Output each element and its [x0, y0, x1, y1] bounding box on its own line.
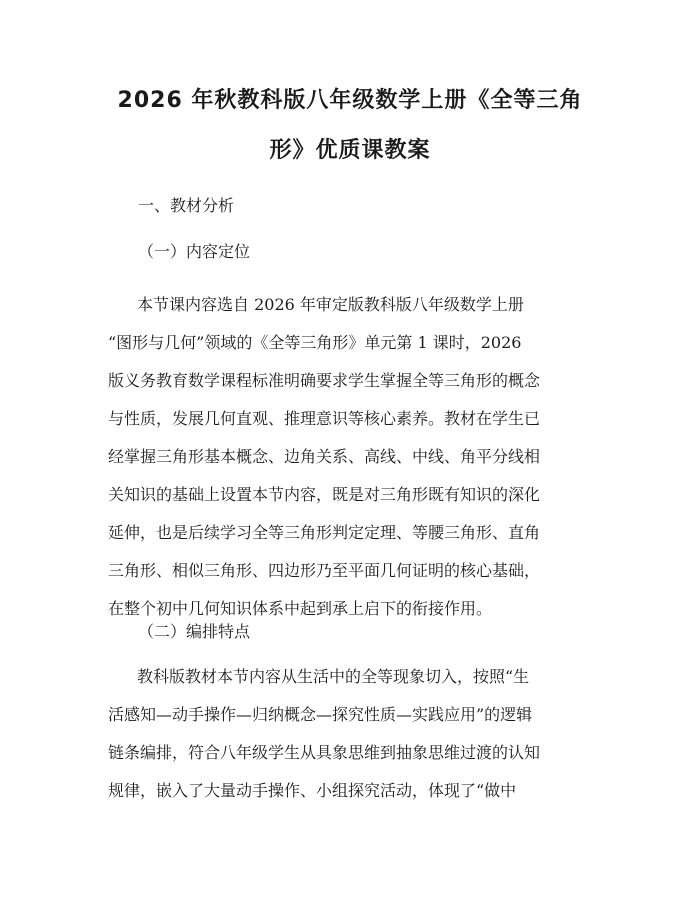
subsection-heading-layout-features: （二）编排特点 — [138, 622, 251, 641]
subsection-heading-content-positioning: （一）内容定位 — [138, 242, 251, 261]
paragraph-line: 在整个初中几何知识体系中起到承上启下的衔接作用。 — [108, 599, 493, 618]
paragraph-line: 与性质，发展几何直观、推理意识等核心素养。教材在学生已 — [108, 409, 541, 428]
paragraph-line: 关知识的基础上设置本节内容，既是对三角形既有知识的深化 — [108, 485, 541, 504]
paragraph-line: 延伸，也是后续学习全等三角形判定定理、等腰三角形、直角 — [108, 523, 541, 542]
section-heading: 一、教材分析 — [138, 196, 235, 215]
paragraph-line: 本节课内容选自 2026 年审定版教科版八年级数学上册 — [137, 295, 524, 314]
paragraph-line: 活感知—动手操作—归纳概念—探究性质—实践应用”的逻辑 — [108, 705, 533, 724]
paragraph-content-positioning — [108, 286, 608, 628]
paragraph-line: 教科版教材本节内容从生活中的全等现象切入，按照“生 — [137, 667, 530, 686]
paragraph-line: 版义务教育数学课程标准明确要求学生掌握全等三角形的概念 — [108, 371, 541, 390]
paragraph-line: 规律，嵌入了大量动手操作、小组探究活动，体现了“做中 — [108, 781, 517, 800]
document-title-line-1: 2026 年秋教科版八年级数学上册《全等三角 — [117, 88, 583, 113]
paragraph-line: 链条编排，符合八年级学生从具象思维到抽象思维过渡的认知 — [108, 743, 541, 762]
paragraph-layout-features — [108, 658, 608, 810]
paragraph-line: 三角形、相似三角形、四边形乃至平面几何证明的核心基础， — [108, 561, 541, 580]
paragraph-line: “图形与几何”领域的《全等三角形》单元第 1 课时，2026 — [108, 333, 522, 352]
paragraph-line: 经掌握三角形基本概念、边角关系、高线、中线、角平分线相 — [108, 447, 541, 466]
document-title-line-2: 形》优质课教案 — [269, 138, 431, 163]
